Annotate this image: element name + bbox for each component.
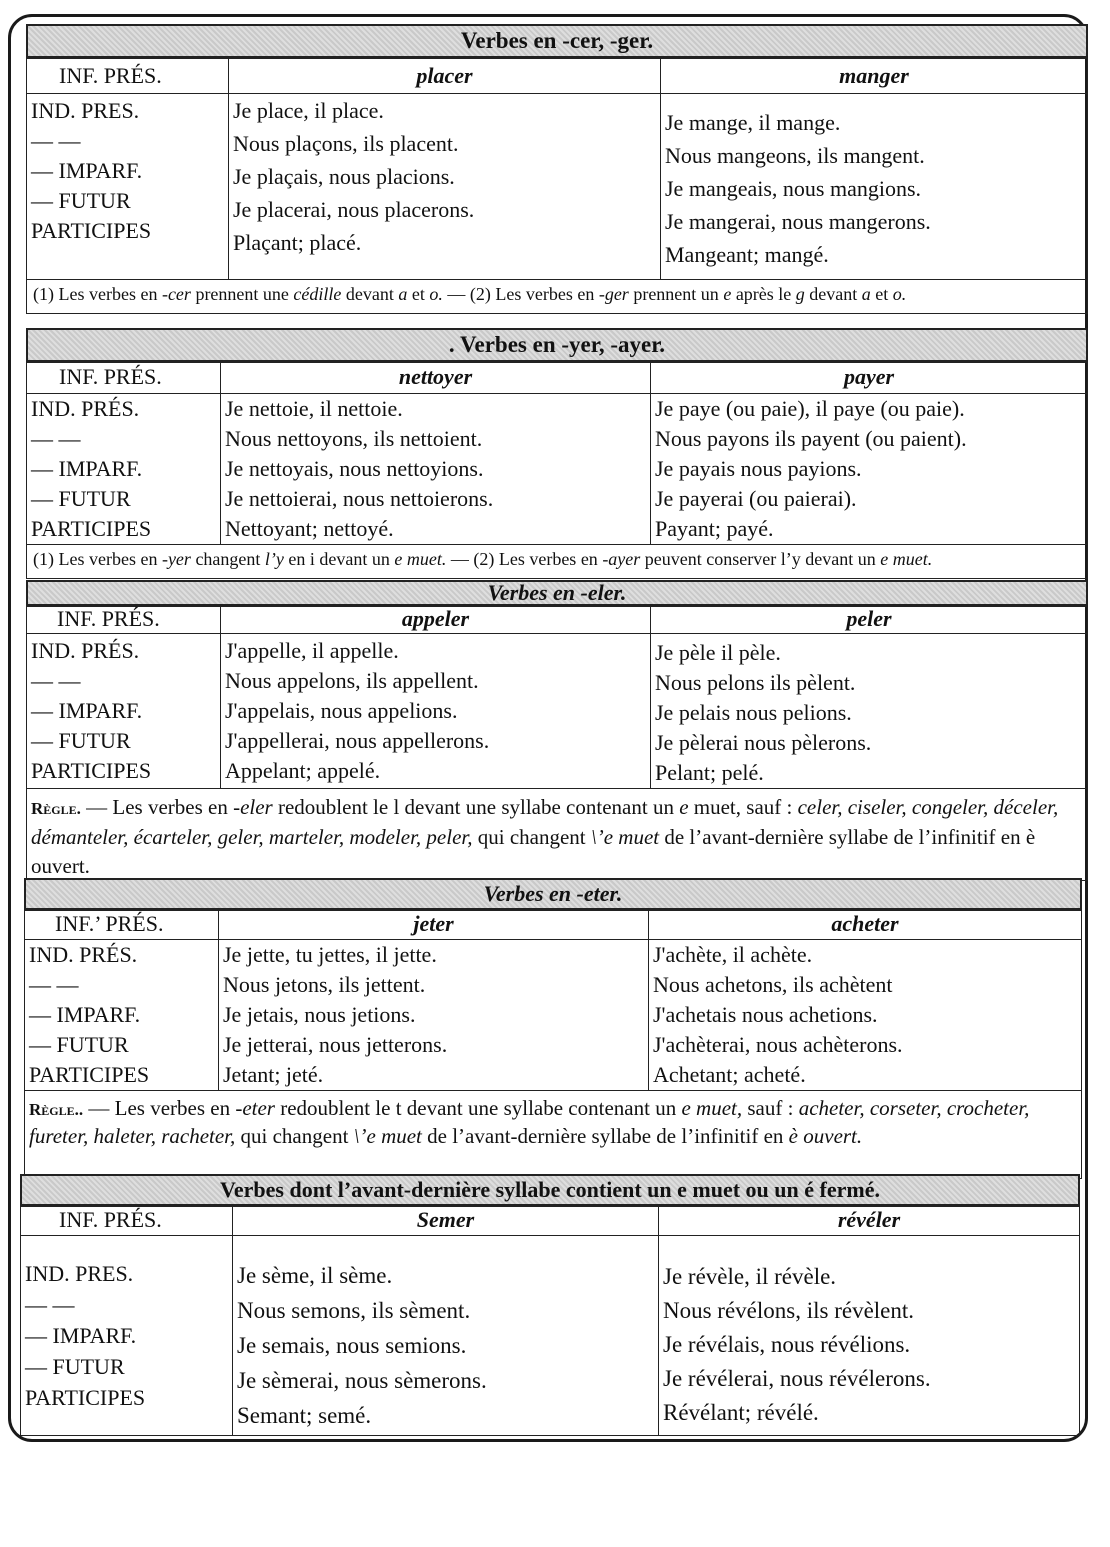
row-label: PARTICIPES xyxy=(25,1385,146,1410)
note-text: o. xyxy=(429,284,443,304)
conjugation-line: Je révélais, nous révélions. xyxy=(663,1332,911,1357)
conjugation-line: Nous pelons ils pèlent. xyxy=(655,670,856,695)
rule-text: muet, sauf : xyxy=(688,795,798,819)
row-labels xyxy=(27,634,221,789)
conjugation-line: Achetant; acheté. xyxy=(653,1062,806,1087)
conjugation-line: Nous mangeons, ils mangent. xyxy=(665,143,925,168)
conjugation-line: Nettoyant; nettoyé. xyxy=(225,516,394,541)
rule-text: — Les verbes en xyxy=(83,1096,236,1120)
note-text: o. xyxy=(892,284,907,304)
conjugation-cell-2 xyxy=(651,634,1088,789)
conjugation-line: Nous nettoyons, ils nettoient. xyxy=(225,426,483,451)
section-cer-ger xyxy=(26,24,1088,314)
conjugation-line: Je jetterai, nous jetterons. xyxy=(223,1032,448,1057)
conjugation-line: Je paye (ou paie), il paye (ou paie). xyxy=(655,396,965,421)
row-labels xyxy=(27,94,229,280)
row-label: — — xyxy=(31,668,81,693)
note-text: a xyxy=(861,284,871,304)
conjugation-line: Je révèle, il révèle. xyxy=(663,1264,837,1289)
conjugation-line: Mangeant; mangé. xyxy=(665,242,829,267)
note-text: — (2) Les verbes en xyxy=(442,284,599,304)
rule-text: sauf : xyxy=(742,1096,799,1120)
header-label: INF. PRÉS. xyxy=(21,1207,233,1236)
row-labels xyxy=(21,1236,233,1436)
row-label: IND. PRÉS. xyxy=(31,638,140,663)
verb-heading-1: jeter xyxy=(219,911,649,940)
rule-text: -eter xyxy=(235,1096,275,1120)
section-title: Verbes en -eler. xyxy=(26,580,1088,606)
conjugation-line: J'achetais nous achetions. xyxy=(653,1002,878,1027)
conjugation-table xyxy=(26,606,1088,789)
conjugation-line: Je jette, tu jettes, il jette. xyxy=(223,942,437,967)
conjugation-line: Je révélerai, nous révélerons. xyxy=(663,1366,931,1391)
conjugation-line: Révélant; révélé. xyxy=(663,1400,819,1425)
rule-paragraph xyxy=(26,789,1088,881)
verb-heading-2: payer xyxy=(651,363,1088,394)
note-text: a xyxy=(398,284,408,304)
note-text: prennent un xyxy=(628,284,724,304)
conjugation-line: Je nettoyais, nous nettoyions. xyxy=(225,456,484,481)
conjugation-line: J'appellerai, nous appellerons. xyxy=(225,728,490,753)
row-label: PARTICIPES xyxy=(31,516,152,541)
note-text: prennent une xyxy=(190,284,294,304)
conjugation-line: Nous plaçons, ils placent. xyxy=(233,131,459,156)
note-text: -cer xyxy=(161,284,191,304)
conjugation-line: Nous semons, ils sèment. xyxy=(237,1298,471,1323)
verb-heading-1: Semer xyxy=(233,1207,659,1236)
note-text: peuvent conserver l’y devant un xyxy=(640,549,881,569)
conjugation-cell-2 xyxy=(659,1236,1080,1436)
row-label: — IMPARF. xyxy=(31,698,143,723)
conjugation-line: Je mange, il mange. xyxy=(665,110,841,135)
note-text: cédille xyxy=(293,284,342,304)
note-text: g xyxy=(795,284,805,304)
row-label: IND. PRES. xyxy=(31,98,140,123)
header-label: INF.’ PRÉS. xyxy=(25,911,219,940)
rule-text: -eler xyxy=(233,795,273,819)
conjugation-cell-1 xyxy=(219,940,649,1091)
conjugation-line: Plaçant; placé. xyxy=(233,230,362,255)
conjugation-cell-1 xyxy=(221,634,651,789)
header-label: INF. PRÉS. xyxy=(27,607,221,634)
section-title: . Verbes en -yer, -ayer. xyxy=(26,328,1088,362)
conjugation-line: Je nettoie, il nettoie. xyxy=(225,396,403,421)
conjugation-cell-1 xyxy=(229,94,661,280)
conjugation-cell-1 xyxy=(233,1236,659,1436)
conjugation-line: Nous appelons, ils appellent. xyxy=(225,668,479,693)
row-label: — FUTUR xyxy=(31,188,131,213)
header-label: INF. PRÉS. xyxy=(27,363,221,394)
verb-heading-1: placer xyxy=(229,59,661,94)
row-label: — — xyxy=(25,1292,75,1317)
verb-heading-1: nettoyer xyxy=(221,363,651,394)
conjugation-cell-2 xyxy=(649,940,1082,1091)
row-label: — — xyxy=(29,972,79,997)
verb-heading-2: manger xyxy=(661,59,1088,94)
row-label: IND. PRES. xyxy=(25,1261,134,1286)
conjugation-line: Nous jetons, ils jettent. xyxy=(223,972,426,997)
conjugation-line: Pelant; pelé. xyxy=(655,760,764,785)
row-label: — IMPARF. xyxy=(25,1323,137,1348)
note-text: après le xyxy=(731,284,796,304)
rule-text: celer, ciseler, congeler, déceler, démanteler, écarteler, geler, marteler, modeler, peler, xyxy=(31,795,1059,849)
note-text: et xyxy=(870,284,893,304)
footnote xyxy=(26,545,1088,579)
footnote xyxy=(26,280,1088,314)
conjugation-line: Je sème, il sème. xyxy=(237,1263,393,1288)
conjugation-table xyxy=(26,362,1088,545)
row-label: IND. PRÉS. xyxy=(29,942,138,967)
note-text: (1) Les verbes en xyxy=(33,549,162,569)
section-yer-ayer xyxy=(26,328,1088,579)
note-text: e muet. xyxy=(880,549,933,569)
conjugation-line: Je placerai, nous placerons. xyxy=(233,197,475,222)
conjugation-line: Je place, il place. xyxy=(233,98,384,123)
conjugation-line: Je plaçais, nous placions. xyxy=(233,164,455,189)
row-label: — IMPARF. xyxy=(31,456,143,481)
note-text: (1) Les verbes en xyxy=(33,284,162,304)
conjugation-line: Je jetais, nous jetions. xyxy=(223,1002,416,1027)
rule-text: qui changent xyxy=(472,825,591,849)
note-text: — (2) Les verbes en xyxy=(446,549,603,569)
note-text: changent xyxy=(190,549,265,569)
rule-text: redoublent le l devant une syllabe contenant un xyxy=(272,795,680,819)
rule-text: de l’avant-dernière syllabe de l’infinitif en è ouvert. xyxy=(31,825,1036,878)
verb-heading-2: peler xyxy=(651,607,1088,634)
conjugation-line: Je pelais nous pelions. xyxy=(655,700,852,725)
conjugation-line: Je pèle il pèle. xyxy=(655,640,781,665)
conjugation-line: Jetant; jeté. xyxy=(223,1062,324,1087)
rule-label: Règle.. xyxy=(29,1100,84,1119)
verb-heading-2: acheter xyxy=(649,911,1082,940)
note-text: en i devant un xyxy=(283,549,395,569)
conjugation-line: Je mangeais, nous mangions. xyxy=(665,176,922,201)
conjugation-cell-2 xyxy=(651,394,1088,545)
note-text: l’y xyxy=(264,549,284,569)
row-labels xyxy=(27,394,221,545)
rule-text: e xyxy=(679,795,689,819)
conjugation-cell-1 xyxy=(221,394,651,545)
rule-text: redoublent le t devant une syllabe contenant un xyxy=(274,1096,682,1120)
note-text: e muet. xyxy=(394,549,447,569)
row-label: — — xyxy=(31,128,81,153)
conjugation-line: J'appelais, nous appelions. xyxy=(225,698,458,723)
section-title: Verbes en -eter. xyxy=(24,878,1082,910)
note-text: e xyxy=(723,284,732,304)
conjugation-table xyxy=(24,910,1082,1091)
row-label: — — xyxy=(31,426,81,451)
conjugation-line: J'appelle, il appelle. xyxy=(225,638,399,663)
conjugation-line: Je semais, nous semions. xyxy=(237,1333,467,1358)
conjugation-line: Payant; payé. xyxy=(655,516,774,541)
conjugation-line: Je nettoierai, nous nettoierons. xyxy=(225,486,494,511)
conjugation-line: Je payerai (ou paierai). xyxy=(655,486,857,511)
conjugation-line: Nous révélons, ils révèlent. xyxy=(663,1298,915,1323)
rule-text: de l’avant-dernière syllabe de l’infinitif en xyxy=(421,1124,789,1148)
note-text: devant xyxy=(341,284,399,304)
section-e-muet-e-ferme xyxy=(20,1174,1080,1436)
rule-text: \’e muet xyxy=(590,825,660,849)
row-label: PARTICIPES xyxy=(31,218,152,243)
conjugation-line: Semant; semé. xyxy=(237,1403,372,1428)
conjugation-line: Nous payons ils payent (ou paient). xyxy=(655,426,967,451)
rule-text: è ouvert. xyxy=(788,1124,863,1148)
conjugation-line: Je pèlerai nous pèlerons. xyxy=(655,730,872,755)
row-label: — FUTUR xyxy=(29,1032,129,1057)
rule-text: acheter, corseter, crocheter, fureter, haleter, racheter, xyxy=(29,1096,1030,1148)
verb-heading-1: appeler xyxy=(221,607,651,634)
row-label: — FUTUR xyxy=(31,728,131,753)
note-text: -ayer xyxy=(602,549,641,569)
rule-paragraph xyxy=(24,1091,1082,1179)
conjugation-line: J'achèterai, nous achèterons. xyxy=(653,1032,903,1057)
section-eter xyxy=(24,878,1082,1179)
note-text: devant xyxy=(804,284,862,304)
row-labels xyxy=(25,940,219,1091)
header-label: INF. PRÉS. xyxy=(27,59,229,94)
row-label: — FUTUR xyxy=(25,1354,125,1379)
conjugation-line: Appelant; appelé. xyxy=(225,758,381,783)
conjugation-line: Nous achetons, ils achètent xyxy=(653,972,893,997)
note-text: -ger xyxy=(598,284,629,304)
note-text: -yer xyxy=(161,549,191,569)
section-title: Verbes en -cer, -ger. xyxy=(26,24,1088,58)
rule-text: qui changent xyxy=(235,1124,354,1148)
conjugation-line: Je mangerai, nous mangerons. xyxy=(665,209,931,234)
conjugation-table xyxy=(20,1206,1080,1436)
section-eler xyxy=(26,580,1088,881)
verb-heading-2: révéler xyxy=(659,1207,1080,1236)
row-label: PARTICIPES xyxy=(29,1062,150,1087)
row-label: — IMPARF. xyxy=(29,1002,141,1027)
conjugation-line: Je sèmerai, nous sèmerons. xyxy=(237,1368,487,1393)
rule-text: \’e muet xyxy=(353,1124,422,1148)
row-label: PARTICIPES xyxy=(31,758,152,783)
conjugation-cell-2 xyxy=(661,94,1088,280)
conjugation-line: Je payais nous payions. xyxy=(655,456,862,481)
rule-label: Règle. xyxy=(31,799,81,818)
conjugation-line: J'achète, il achète. xyxy=(653,942,813,967)
row-label: — FUTUR xyxy=(31,486,131,511)
rule-text: e muet, xyxy=(681,1096,743,1120)
section-title: Verbes dont l’avant-dernière syllabe contient un e muet ou un é fermé. xyxy=(20,1174,1080,1206)
conjugation-table xyxy=(26,58,1088,280)
rule-text: — Les verbes en xyxy=(80,795,234,819)
row-label: — IMPARF. xyxy=(31,158,143,183)
row-label: IND. PRÉS. xyxy=(31,396,140,421)
note-text: et xyxy=(407,284,430,304)
